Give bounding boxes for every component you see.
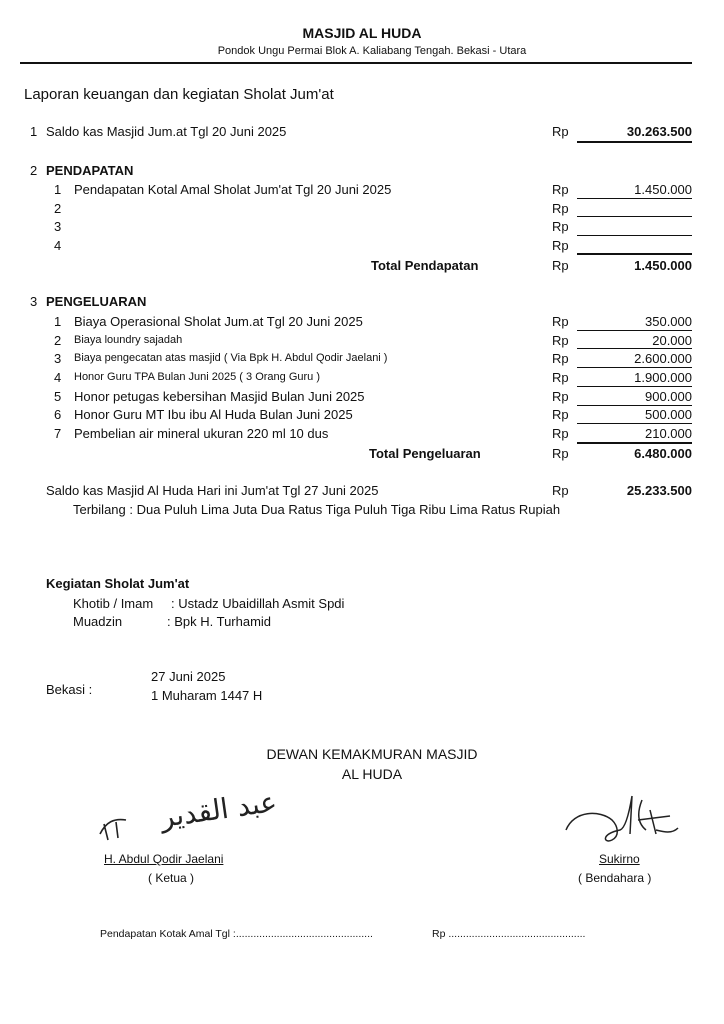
saldo-akhir-label: Saldo kas Masjid Al Huda Hari ini Jum'at Tgl 27 Juni 2025 bbox=[46, 483, 379, 498]
item-label: Biaya pengecatan atas masjid ( Via Bpk H. Abdul Qodir Jaelani ) bbox=[74, 352, 388, 364]
item-number: 3 bbox=[54, 219, 62, 234]
item-amount: 2.600.000 bbox=[634, 351, 692, 366]
ketua-name: H. Abdul Qodir Jaelani bbox=[104, 852, 224, 866]
footer-rp-field: Rp ............................................... bbox=[432, 928, 586, 940]
currency-label: Rp bbox=[552, 333, 569, 348]
item-amount: 210.000 bbox=[645, 426, 692, 441]
item-amount: 500.000 bbox=[645, 407, 692, 422]
currency-label: Rp bbox=[552, 446, 569, 461]
item-label: Biaya Operasional Sholat Jum.at Tgl 20 Juni 2025 bbox=[74, 314, 363, 329]
currency-label: Rp bbox=[552, 314, 569, 329]
header-divider bbox=[20, 62, 692, 64]
amount-underline bbox=[577, 405, 692, 406]
amount-underline bbox=[577, 330, 692, 331]
item-number: 2 bbox=[54, 333, 62, 348]
dewan-line1: DEWAN KEMAKMURAN MASJID bbox=[266, 746, 478, 762]
item-label: Honor Guru TPA Bulan Juni 2025 ( 3 Orang Guru ) bbox=[74, 371, 321, 383]
item-amount: 1.900.000 bbox=[634, 370, 692, 385]
currency-label: Rp bbox=[552, 370, 569, 385]
saldo-awal-label: Saldo kas Masjid Jum.at Tgl 20 Juni 2025 bbox=[46, 124, 287, 139]
saldo-akhir-amount: 25.233.500 bbox=[626, 483, 692, 498]
currency-label: Rp bbox=[552, 238, 569, 253]
amount-underline bbox=[577, 348, 692, 349]
item-number: 4 bbox=[54, 238, 62, 253]
currency-label: Rp bbox=[552, 407, 569, 422]
khotib-value: : Ustadz Ubaidillah Asmit Spdi bbox=[171, 596, 345, 611]
item-amount: 1.450.000 bbox=[634, 182, 692, 197]
amount-underline bbox=[577, 253, 692, 255]
amount-underline bbox=[577, 198, 692, 199]
bendahara-signature bbox=[560, 790, 680, 860]
section-number: 2 bbox=[30, 163, 38, 178]
signature-arabic: عبد القدير bbox=[158, 785, 279, 834]
muadzin-label: Muadzin bbox=[73, 614, 123, 629]
total-pengeluaran-amount: 6.480.000 bbox=[634, 446, 692, 461]
item-amount: 900.000 bbox=[645, 389, 692, 404]
khotib-label: Khotib / Imam bbox=[73, 596, 154, 611]
currency-label: Rp bbox=[552, 219, 569, 234]
muadzin-value: : Bpk H. Turhamid bbox=[167, 614, 272, 629]
currency-label: Rp bbox=[552, 124, 569, 139]
amount-underline bbox=[577, 386, 692, 387]
item-number: 6 bbox=[54, 407, 62, 422]
bendahara-name: Sukirno bbox=[599, 852, 640, 866]
date-masehi: 27 Juni 2025 bbox=[151, 669, 226, 684]
footer-kotak-amal-label: Pendapatan Kotak Amal Tgl :............................................... bbox=[100, 928, 373, 940]
mosque-address: Pondok Ungu Permai Blok A. Kaliabang Tengah. Bekasi - Utara bbox=[217, 45, 527, 57]
ketua-role: ( Ketua ) bbox=[148, 871, 195, 885]
currency-label: Rp bbox=[552, 389, 569, 404]
currency-label: Rp bbox=[552, 483, 569, 498]
amount-underline bbox=[577, 423, 692, 424]
terbilang-text: Terbilang : Dua Puluh Lima Juta Dua Ratus Tiga Puluh Tiga Ribu Lima Ratus Rupiah bbox=[73, 502, 561, 517]
item-amount: 350.000 bbox=[645, 314, 692, 329]
report-title: Laporan keuangan dan kegiatan Sholat Jum'at bbox=[24, 86, 334, 103]
currency-label: Rp bbox=[552, 258, 569, 273]
row-number: 1 bbox=[30, 124, 38, 139]
item-number: 1 bbox=[54, 314, 62, 329]
pendapatan-heading: PENDAPATAN bbox=[46, 163, 134, 178]
currency-label: Rp bbox=[552, 351, 569, 366]
currency-label: Rp bbox=[552, 426, 569, 441]
amount-underline bbox=[577, 141, 692, 143]
saldo-awal-amount: 30.263.500 bbox=[626, 124, 692, 139]
item-number: 4 bbox=[54, 370, 62, 385]
item-number: 2 bbox=[54, 201, 62, 216]
item-amount: 20.000 bbox=[652, 333, 692, 348]
item-number: 7 bbox=[54, 426, 62, 441]
total-pendapatan-label: Total Pendapatan bbox=[371, 258, 479, 273]
amount-underline bbox=[577, 367, 692, 368]
pengeluaran-heading: PENGELUARAN bbox=[46, 294, 147, 309]
item-number: 1 bbox=[54, 182, 62, 197]
bendahara-role: ( Bendahara ) bbox=[578, 871, 652, 885]
item-label: Honor Guru MT Ibu ibu Al Huda Bulan Juni 2025 bbox=[74, 407, 353, 422]
currency-label: Rp bbox=[552, 182, 569, 197]
total-pendapatan-amount: 1.450.000 bbox=[634, 258, 692, 273]
item-label: Honor petugas kebersihan Masjid Bulan Juni 2025 bbox=[74, 389, 365, 404]
amount-underline bbox=[577, 216, 692, 217]
item-number: 3 bbox=[54, 351, 62, 366]
amount-underline bbox=[577, 442, 692, 444]
item-label: Pendapatan Kotal Amal Sholat Jum'at Tgl 20 Juni 2025 bbox=[74, 182, 392, 197]
amount-underline bbox=[577, 235, 692, 236]
mosque-title: MASJID AL HUDA bbox=[302, 25, 422, 41]
item-label: Biaya loundry sajadah bbox=[74, 334, 183, 346]
item-number: 5 bbox=[54, 389, 62, 404]
place-label: Bekasi : bbox=[46, 682, 93, 697]
signature-stroke bbox=[96, 812, 136, 842]
item-label: Pembelian air mineral ukuran 220 ml 10 dus bbox=[74, 426, 329, 441]
currency-label: Rp bbox=[552, 201, 569, 216]
section-number: 3 bbox=[30, 294, 38, 309]
date-hijri: 1 Muharam 1447 H bbox=[151, 688, 263, 703]
total-pengeluaran-label: Total Pengeluaran bbox=[369, 446, 481, 461]
kegiatan-heading: Kegiatan Sholat Jum'at bbox=[46, 576, 190, 591]
dewan-line2: AL HUDA bbox=[341, 766, 403, 782]
